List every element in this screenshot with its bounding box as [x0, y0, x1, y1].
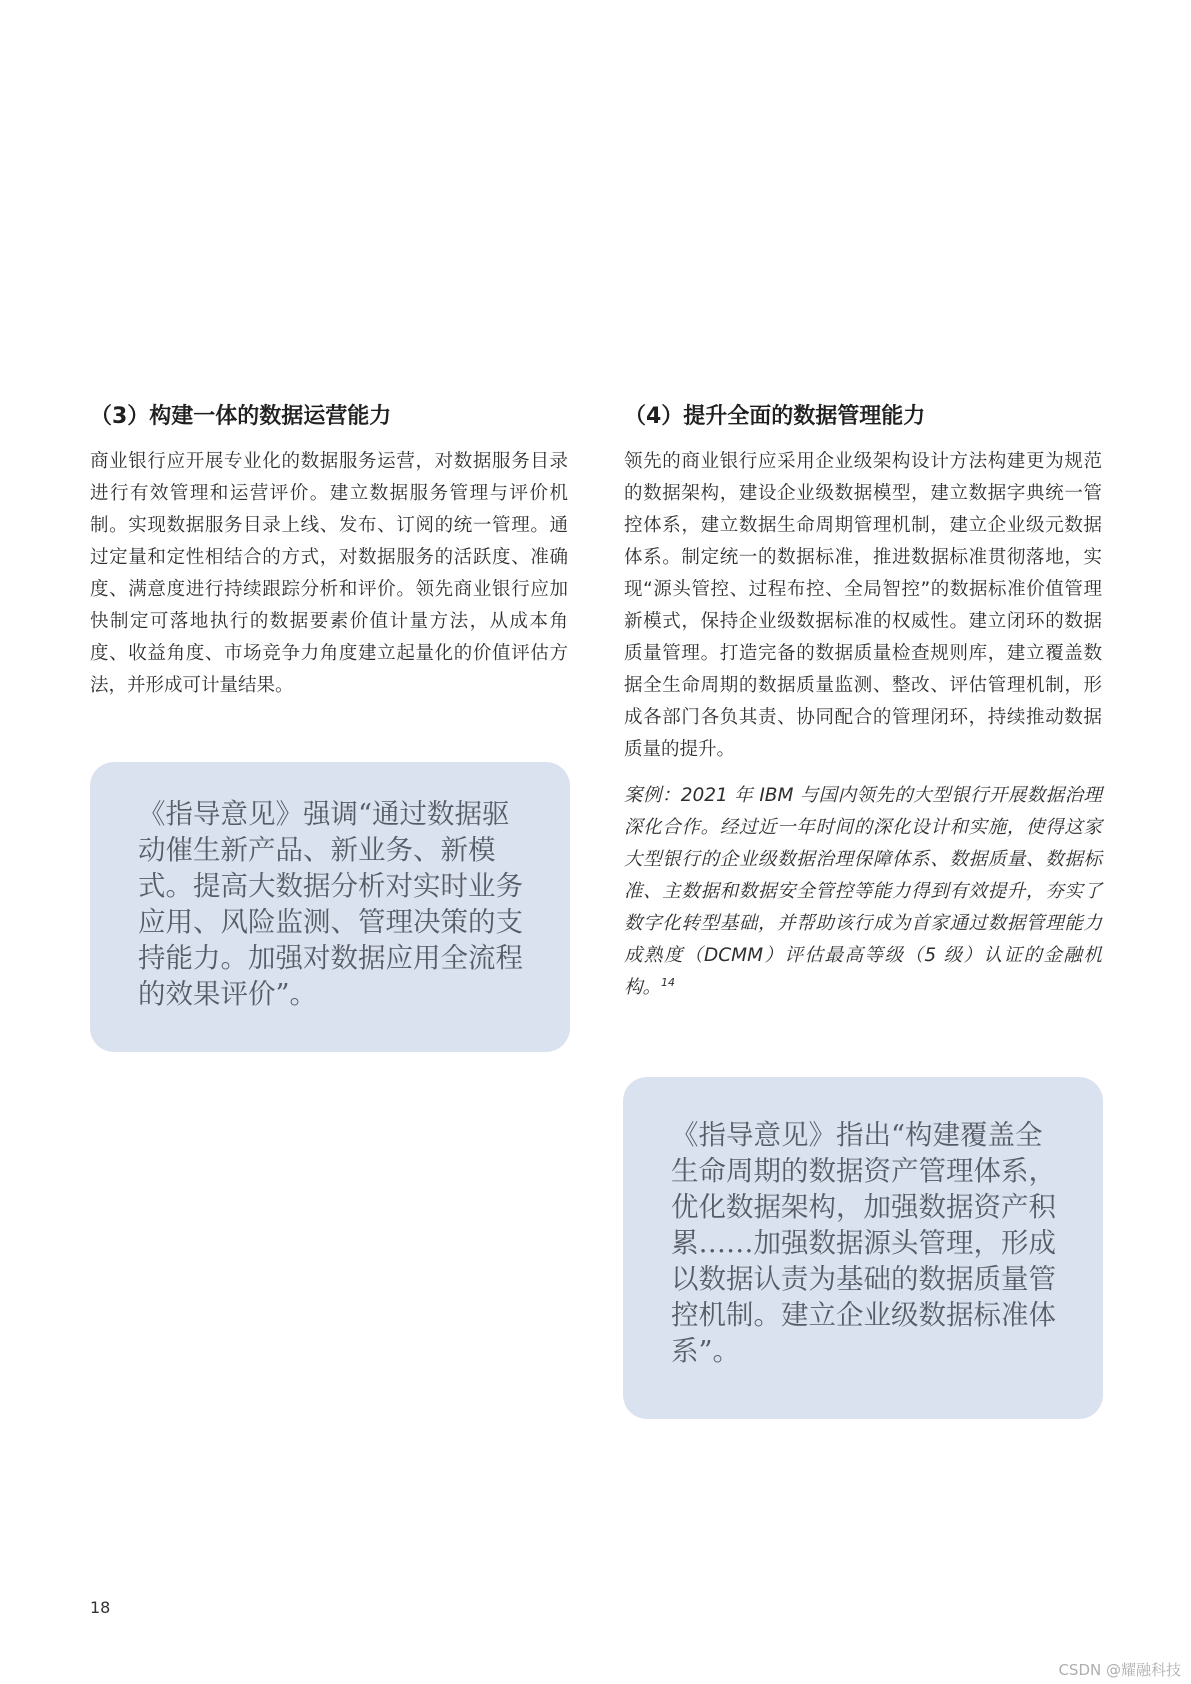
section-heading-3: （3）构建一体的数据运营能力: [90, 404, 392, 429]
case-study-body: 案例：2021 年 IBM 与国内领先的大型银行开展数据治理深化合作。经过近一年时间的深化设计和实施，使得这家大型银行的企业级数据治理保障体系、数据质量、数据标准、主数据和数据安全管控等能力得到有效提升，夯实了数字化转型基础，并帮助该行成为首家通过数据管理能力成熟度（DCMM）评估最高等级（5 级）认证的金融机构。: [624, 785, 1102, 998]
page-number: 18: [90, 1598, 111, 1617]
right-column: [624, 400, 1102, 1004]
footnote-marker: 14: [661, 975, 676, 989]
section-body-4: 领先的商业银行应采用企业级架构设计方法构建更为规范的数据架构，建设企业级数据模型，建立数据字典统一管控体系，建立数据生命周期管理机制，建立企业级元数据体系。制定统一的数据标准，推进数据标准贯彻落地，实现“源头管控、过程布控、全局智控”的数据标准价值管理新模式，保持企业级数据标准的权威性。建立闭环的数据质量管理。打造完备的数据质量检查规则库，建立覆盖数据全生命周期的数据质量监测、整改、评估管理机制，形成各部门各负其责、协同配合的管理闭环，持续推动数据质量的提升。: [624, 451, 1102, 760]
pull-quote-right: 《指导意见》指出“构建覆盖全生命周期的数据资产管理体系，优化数据架构，加强数据资产积累……加强数据源头管理，形成以数据认责为基础的数据质量管控机制。建立企业级数据标准体系”。: [623, 1077, 1103, 1419]
section-heading-4: （4）提升全面的数据管理能力: [624, 404, 926, 429]
watermark: CSDN @耀融科技: [1058, 1661, 1181, 1679]
section-body-3: 商业银行应开展专业化的数据服务运营，对数据服务目录进行有效管理和运营评价。建立数据服务管理与评价机制。实现数据服务目录上线、发布、订阅的统一管理。通过定量和定性相结合的方式，对数据服务的活跃度、准确度、满意度进行持续跟踪分析和评价。领先商业银行应加快制定可落地执行的数据要素价值计量方法，从成本角度、收益角度、市场竞争力角度建立起量化的价值评估方法，并形成可计量结果。: [90, 451, 568, 696]
case-study-text: [624, 780, 1102, 1004]
pull-quote-left: 《指导意见》强调“通过数据驱动催生新产品、新业务、新模式。提高大数据分析对实时业务应用、风险监测、管理决策的支持能力。加强对数据应用全流程的效果评价”。: [90, 762, 570, 1052]
left-column: [90, 400, 568, 702]
